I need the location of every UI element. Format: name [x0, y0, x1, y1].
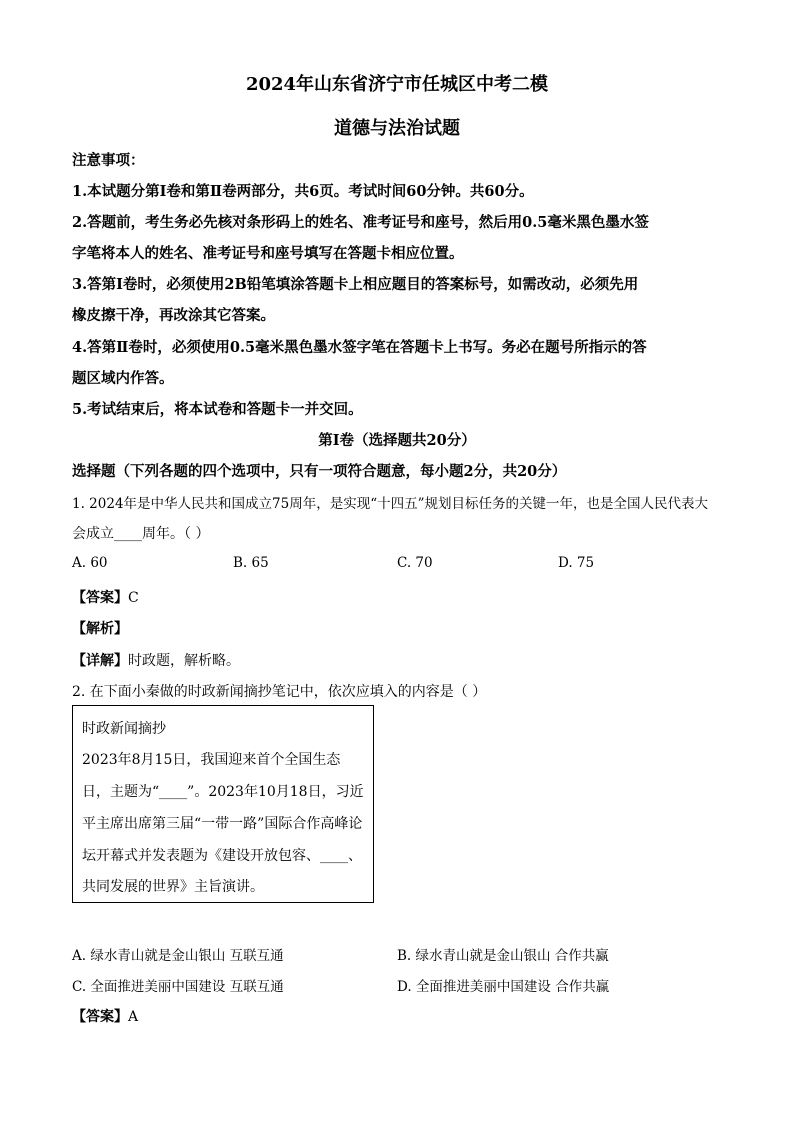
- q2-stem: 2. 在下面小秦做的时政新闻摘抄笔记中，依次应填入的内容是（ ）: [72, 684, 487, 700]
- answer-label: 【答案】: [72, 590, 128, 606]
- box-line: 时政新闻摘抄: [82, 721, 166, 737]
- q1-option-c: C. 70: [397, 555, 433, 571]
- box-line: 2023年8月15日，我国迎来首个全国生态: [82, 752, 341, 768]
- q2-answer: [72, 1006, 138, 1026]
- detail-label: 【详解】: [72, 653, 128, 669]
- q1-option-d: D. 75: [558, 555, 595, 571]
- q1-stem-line2: 会成立____周年。（ ）: [72, 526, 210, 542]
- q2-option-d: D. 全面推进美丽中国建设 合作共赢: [397, 979, 610, 995]
- q1-analysis-label: 【解析】: [72, 621, 128, 637]
- news-excerpt-box: [72, 705, 374, 903]
- notice-heading: 注意事项：: [72, 152, 145, 169]
- box-line: 共同发展的世界》主旨演讲。: [82, 879, 264, 895]
- q2-option-a: A. 绿水青山就是金山银山 互联互通: [72, 948, 284, 964]
- page-subtitle: 道德与法治试题: [334, 118, 460, 139]
- notice-item: 5.考试结束后，将本试卷和答题卡一并交回。: [72, 401, 363, 418]
- page-title: 2024年山东省济宁市任城区中考二模: [245, 74, 549, 95]
- q1-option-b: B. 65: [233, 555, 269, 571]
- part1-heading: 第Ⅰ卷（选择题共20分）: [318, 432, 476, 449]
- notice-item: 橡皮擦干净，再改涂其它答案。: [72, 307, 275, 324]
- q2-option-b: B. 绿水青山就是金山银山 合作共赢: [397, 948, 609, 964]
- detail-text: 时政题，解析略。: [128, 653, 240, 669]
- box-line: 平主席出席第三届“一带一路”国际合作高峰论: [82, 816, 363, 832]
- box-line: 日，主题为“____”。2023年10月18日，习近: [82, 784, 364, 800]
- answer-value: A: [128, 1009, 139, 1025]
- q2-option-c: C. 全面推进美丽中国建设 互联互通: [72, 979, 284, 995]
- q1-option-a: A. 60: [72, 555, 108, 571]
- notice-item: 4.答第Ⅱ卷时，必须使用0.5毫米黑色墨水签字笔在答题卡上书写。务必在题号所指示的答: [72, 339, 647, 356]
- notice-item: 字笔将本人的姓名、准考证号和座号填写在答题卡相应位置。: [72, 245, 464, 262]
- answer-value: C: [128, 590, 139, 606]
- notice-item: 2.答题前，考生务必先核对条形码上的姓名、准考证号和座号，然后用0.5毫米黑色墨水签: [72, 214, 649, 231]
- notice-item: 题区域内作答。: [72, 370, 174, 387]
- section-heading: 选择题（下列各题的四个选项中，只有一项符合题意，每小题2分，共20分）: [72, 463, 567, 480]
- answer-label: 【答案】: [72, 1009, 128, 1025]
- notice-item: 3.答第Ⅰ卷时，必须使用2B铅笔填涂答题卡上相应题目的答案标号，如需改动，必须先用: [72, 276, 639, 293]
- q1-detail: [72, 650, 240, 670]
- q1-stem-line1: 1. 2024年是中华人民共和国成立75周年，是实现“十四五”规划目标任务的关键一年，也是全国人民代表大: [72, 496, 709, 512]
- q1-answer: [72, 587, 139, 607]
- box-line: 坛开幕式并发表题为《建设开放包容、____、: [82, 848, 362, 864]
- notice-item: 1.本试题分第Ⅰ卷和第Ⅱ卷两部分，共6页。考试时间60分钟。共60分。: [72, 183, 534, 200]
